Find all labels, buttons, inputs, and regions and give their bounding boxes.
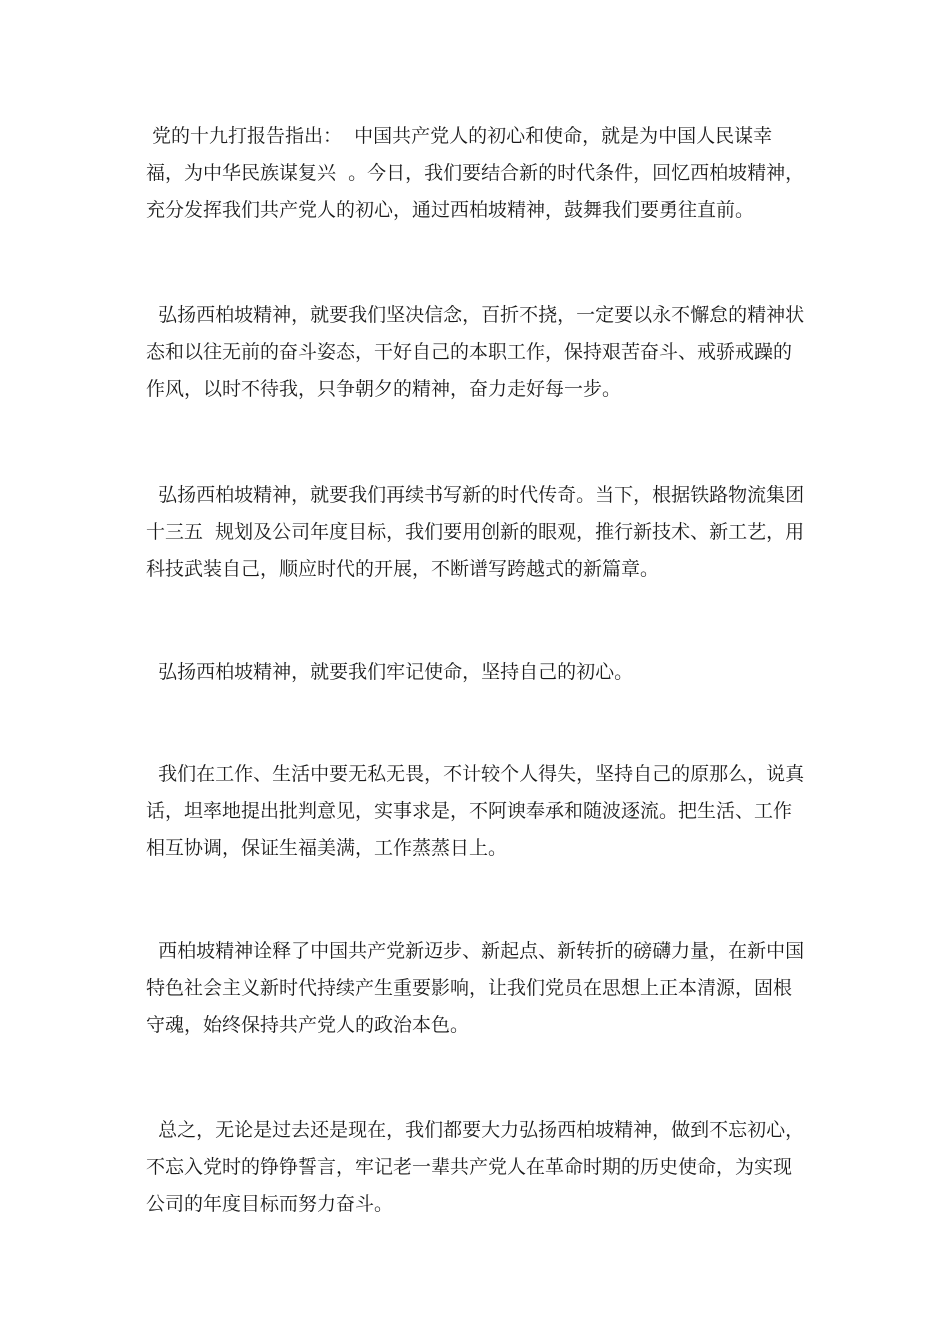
paragraph-new-legend: 弘扬西柏坡精神，就要我们再续书写新的时代传奇。当下，根据铁路物流集团十三五 规划及公司年度目标，我们要用创新的眼观，推行新技术、新工艺，用科技武装自己，顺应时代的开展，不断谱写跨越式的新篇章。 <box>146 484 805 580</box>
paragraph-firm-belief: 弘扬西柏坡精神，就要我们坚决信念，百折不挠，一定要以永不懈怠的精神状态和以往无前的奋斗姿态，干好自己的本职工作，保持艰苦奋斗、戒骄戒躁的作风，以时不待我，只争朝夕的精神，奋力走好每一步。 <box>146 304 805 400</box>
paragraph-conclusion: 总之，无论是过去还是现在，我们都要大力弘扬西柏坡精神，做到不忘初心，不忘入党时的铮铮誓言，牢记老一辈共产党人在革命时期的历史使命，为实现公司的年度目标而努力奋斗。 <box>146 1119 805 1215</box>
paragraph-remember-mission: 弘扬西柏坡精神，就要我们牢记使命，坚持自己的初心。 <box>146 661 634 683</box>
paragraph-selfless: 我们在工作、生活中要无私无畏，不计较个人得失，坚持自己的原那么，说真话，坦率地提出批判意见，实事求是，不阿谀奉承和随波逐流。把生活、工作相互协调，保证生福美满，工作蒸蒸日上。 <box>146 763 805 859</box>
paragraph-party-report: 党的十九打报告指出： 中国共产党人的初心和使命，就是为中国人民谋幸福，为中华民族谋复兴 。今日，我们要结合新的时代条件，回忆西柏坡精神，充分发挥我们共产党人的初心，通过西柏坡精神，鼓舞我们要勇往直前。 <box>146 125 805 221</box>
paragraph-interpretation: 西柏坡精神诠释了中国共产党新迈步、新起点、新转折的磅礴力量，在新中国特色社会主义新时代持续产生重要影响，让我们党员在思想上正本清源，固根守魂，始终保持共产党人的政治本色。 <box>146 940 805 1036</box>
